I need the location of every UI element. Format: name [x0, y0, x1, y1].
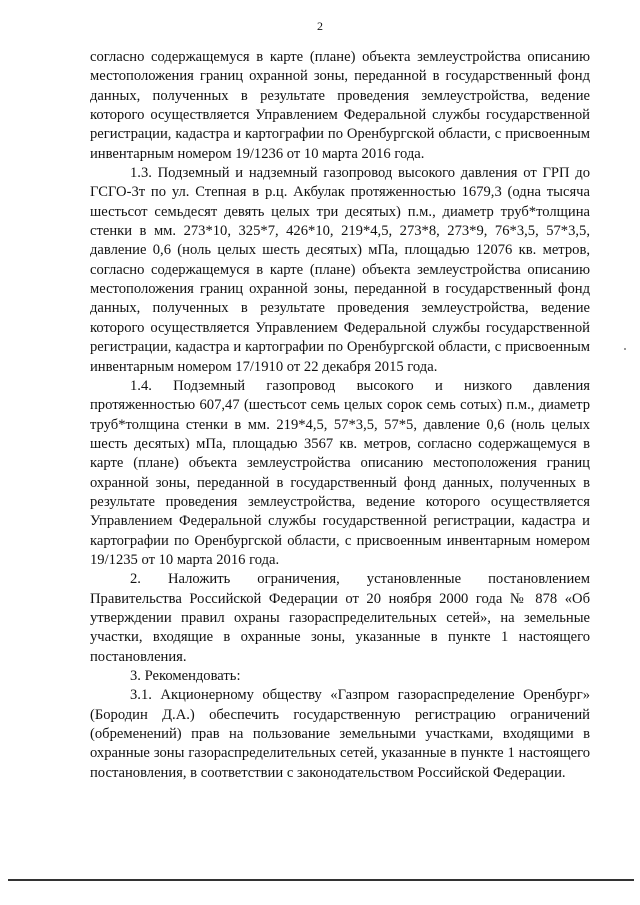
page-bottom-edge-line — [8, 879, 634, 881]
paragraph-3-1: 3.1. Акционерному обществу «Газпром газораспределение Оренбург» (Бородин Д.А.) обеспечить государственную регистрацию ограничений (обременений) прав на пользование земельными участками, входящими в охранные зоны газораспределительных сетей, указанные в пункте 1 настоящего постановления, в соответствии с законодательством Российской Федерации. — [90, 687, 590, 781]
page-number: 2 — [317, 19, 323, 33]
paragraph-continuation: согласно содержащемуся в карте (плане) объекта землеустройства описанию местоположения границ охранной зоны, переданной в государственный фонд данных, полученных в результате проведения землеустройства, ведение которого осуществляется Управлением Федеральной службы государственной регистрации, кадастра и картографии по Оренбургской области, с присвоенным инвентарным номером 19/1236 от 10 марта 2016 года. — [90, 49, 590, 162]
document-body — [90, 48, 590, 783]
scan-artifact-dot — [624, 348, 626, 350]
paragraph-3: 3. Рекомендовать: — [130, 668, 241, 684]
paragraph-2: 2. Наложить ограничения, установленные постановлением Правительства Российской Федерации от 20 ноября 2000 года № 878 «Об утверждении правил охраны газораспределительных сетей», на земельные участки, входящие в охранные зоны, указанные в пункте 1 настоящего постановления. — [90, 571, 590, 665]
paragraph-1-4: 1.4. Подземный газопровод высокого и низкого давления протяженностью 607,47 (шестьсот семь целых сорок семь сотых) п.м., диаметр труб*толщина стенки в мм. 219*4,5, 57*3,5, 57*5, давление 0,6 (ноль целых шесть десятых) мПа, площадью 3567 кв. метров, согласно содержащемуся в карте (плане) объекта землеустройства описанию местоположения границ охранной зоны, переданной в государственный фонд данных, полученных в результате проведения землеустройства, ведение которого осуществляется Управлением Федеральной службы государственной регистрации, кадастра и картографии по Оренбургской области, с присвоенным инвентарным номером 19/1235 от 10 марта 2016 года. — [90, 377, 590, 568]
paragraph-1-3: 1.3. Подземный и надземный газопровод высокого давления от ГРП до ГСГО-3т по ул. Степная в р.ц. Акбулак протяженностью 1679,3 (одна тысяча шестьсот семьдесят девять целых три десятых) п.м., диаметр труб*толщина стенки в мм. 273*10, 325*7, 426*10, 219*4,5, 273*8, 273*9, 76*3,5, 57*3,5, давление 0,6 (ноль целых шесть десятых) мПа, площадью 12076 кв. метров, согласно содержащемуся в карте (плане) объекта землеустройства описанию местоположения границ охранной зоны, переданной в государственный фонд данных, полученных в результате проведения землеустройства, ведение которого осуществляется Управлением Федеральной службы государственной регистрации, кадастра и картографии по Оренбургской области, с присвоенным инвентарным номером 17/1910 от 22 декабря 2015 года. — [90, 165, 590, 375]
